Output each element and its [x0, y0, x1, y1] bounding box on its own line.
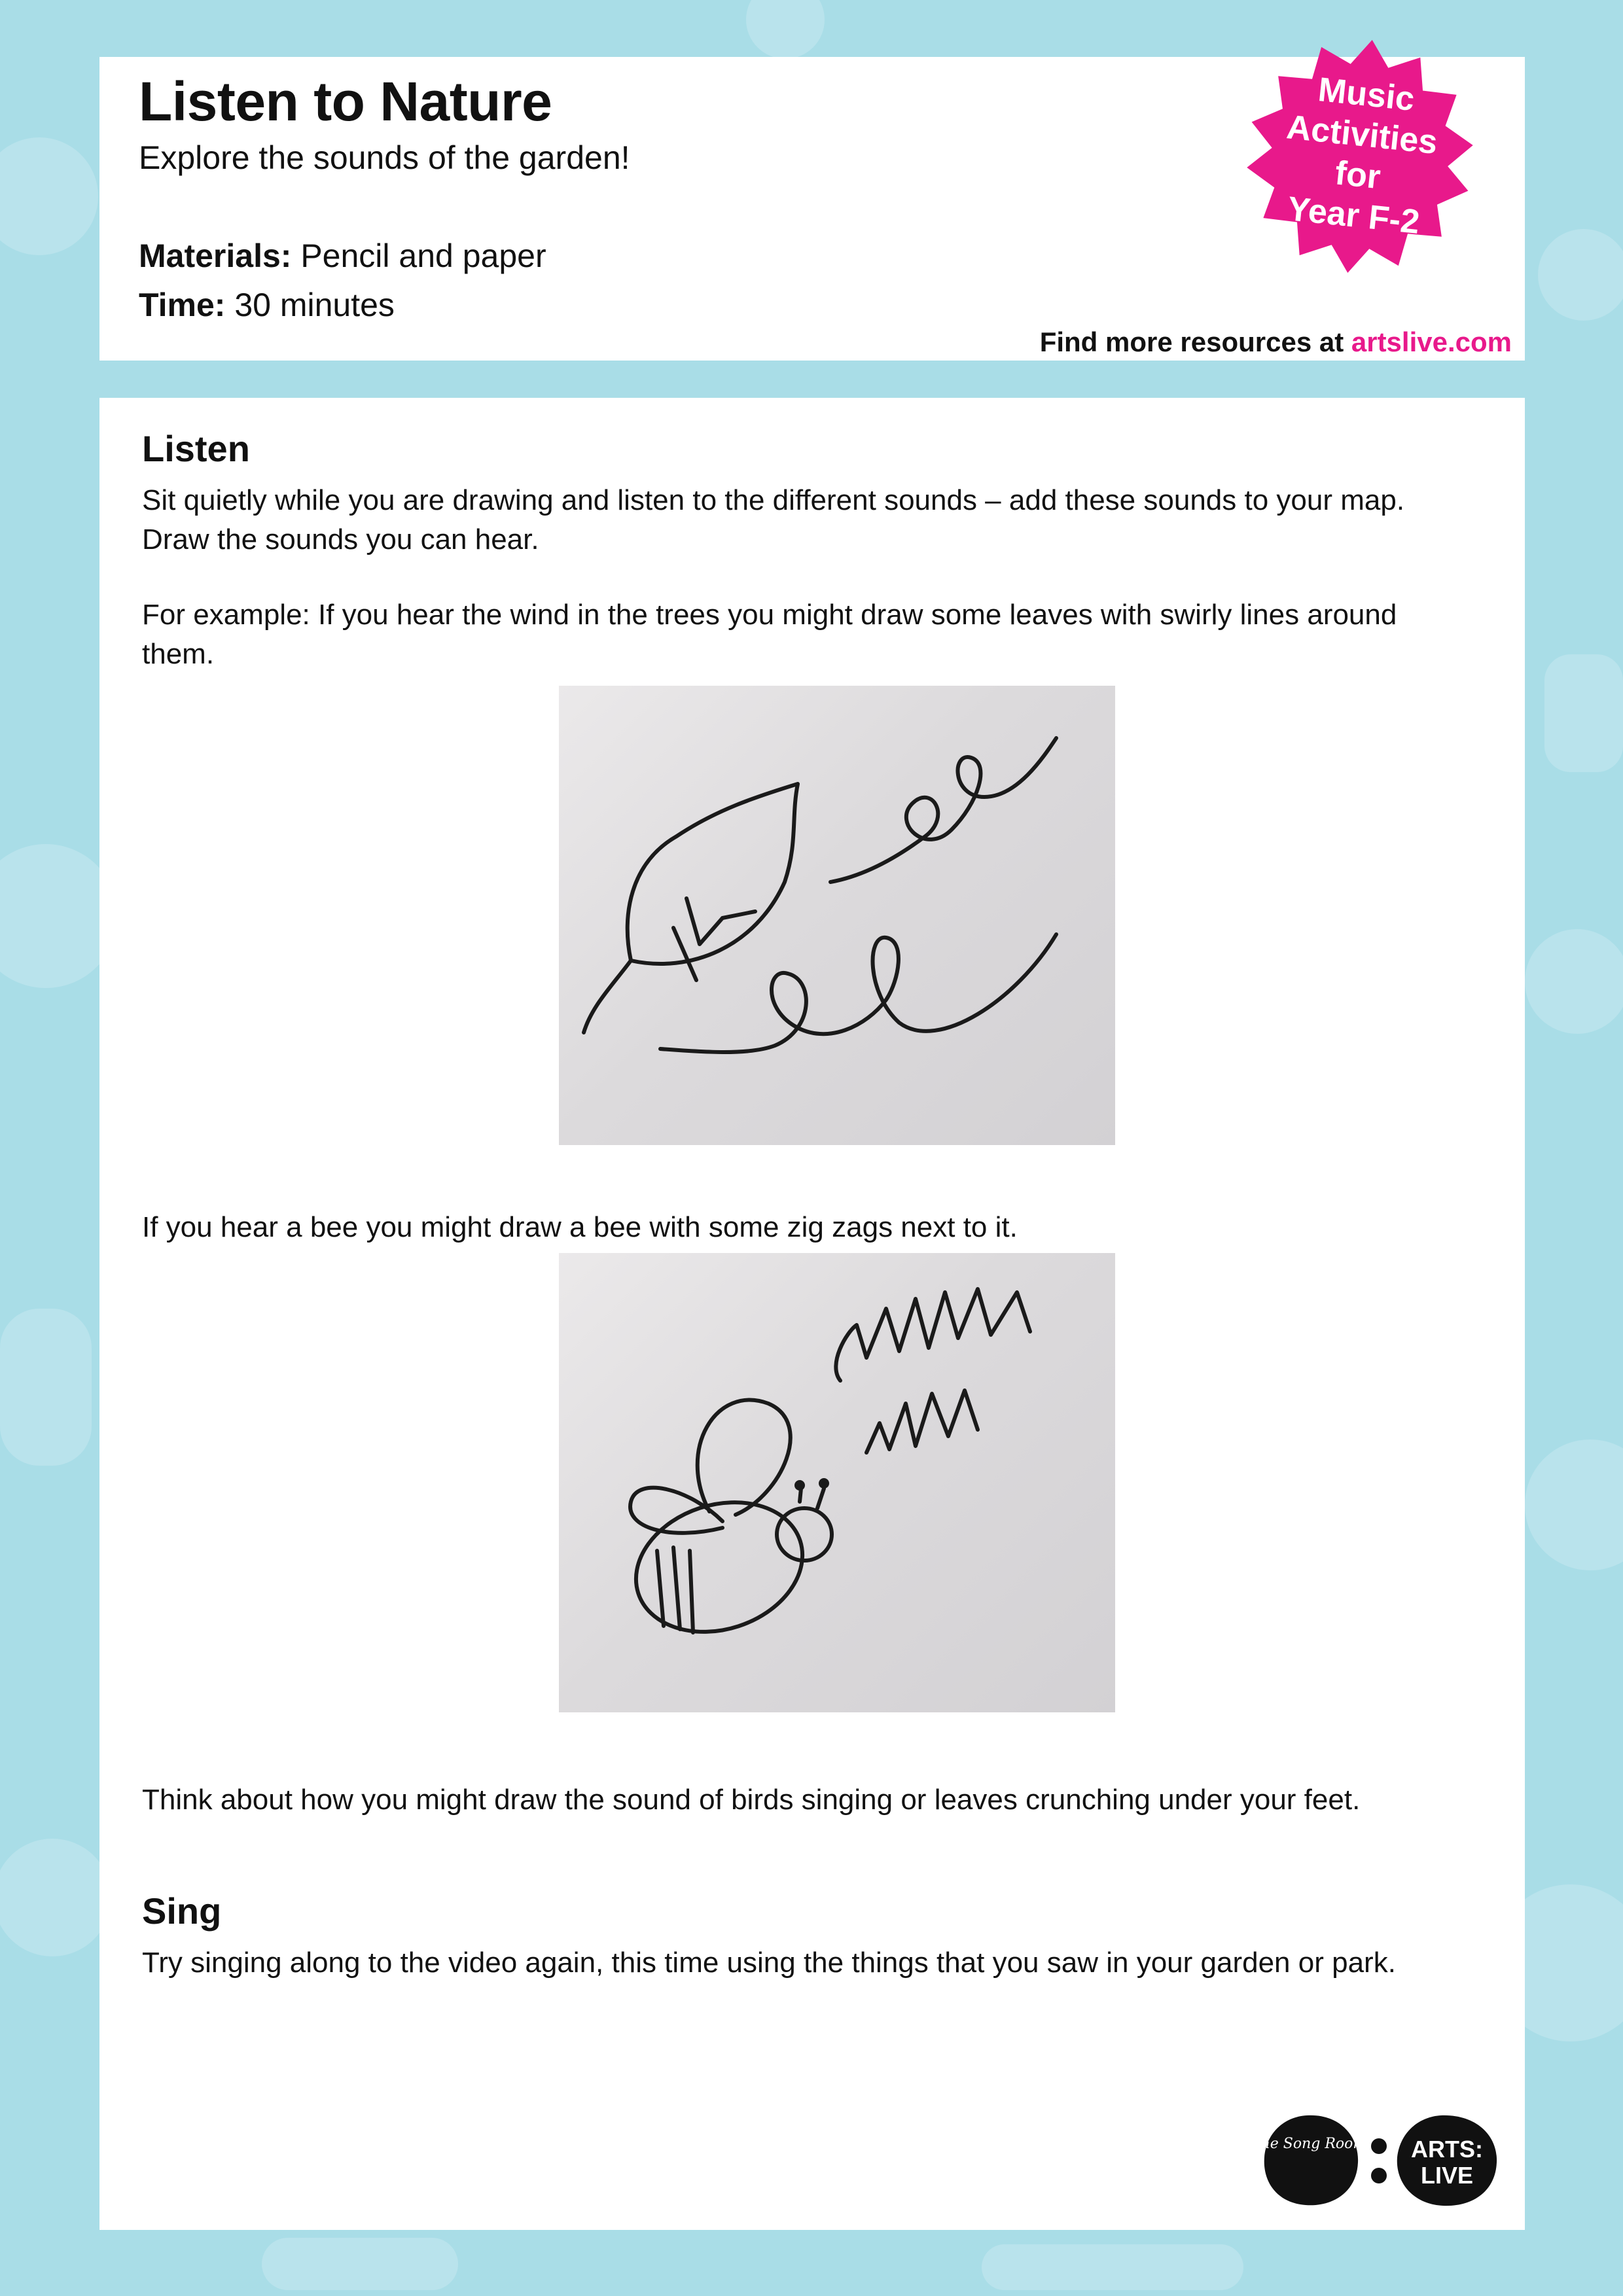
listen-p1-line1: Sit quietly while you are drawing and listen to the different sounds – add these sounds to your map.: [142, 484, 1405, 516]
bee-drawing-image: [559, 1253, 1115, 1712]
badge-line-1: Music: [1316, 70, 1417, 119]
materials-label: Materials:: [139, 238, 292, 274]
materials-line: [139, 237, 546, 275]
song-room-arts-live-logo: [1261, 2110, 1503, 2208]
main-card: [99, 398, 1525, 2230]
badge-line-3: for: [1333, 154, 1383, 197]
time-value: 30 minutes: [225, 287, 395, 323]
leaf-wind-drawing-image: [559, 686, 1115, 1145]
badge-line-2: Activities: [1285, 108, 1440, 162]
arts-live-line1: ARTS:: [1411, 2136, 1483, 2163]
song-room-logo-text: the Song Room: [1261, 2136, 1367, 2152]
resources-link[interactable]: artslive.com: [1351, 327, 1512, 357]
bee-instruction: If you hear a bee you might draw a bee with some zig zags next to it.: [142, 1211, 1018, 1243]
listen-p1-line2: Draw the sounds you can hear.: [142, 523, 539, 556]
listen-p2-line1: For example: If you hear the wind in the trees you might draw some leaves with swirly lines around: [142, 599, 1397, 631]
listen-paragraph-2: [142, 595, 1490, 674]
time-label: Time:: [139, 287, 226, 323]
materials-value: Pencil and paper: [291, 238, 546, 274]
arts-live-line2: LIVE: [1420, 2162, 1474, 2189]
year-level-badge: [1239, 34, 1481, 276]
resources-prefix: Find more resources at: [1039, 327, 1351, 357]
partner-logos: [1261, 2110, 1503, 2208]
page-subtitle: Explore the sounds of the garden!: [139, 139, 630, 176]
leaf-swirl-sketch: [559, 686, 1115, 1145]
bee-zigzag-sketch: [559, 1253, 1115, 1712]
badge-line-4: Year F-2: [1285, 190, 1421, 241]
listen-heading: Listen: [142, 428, 250, 469]
birds-leaves-prompt: Think about how you might draw the sound of birds singing or leaves crunching under your feet.: [142, 1784, 1361, 1816]
sing-paragraph: Try singing along to the video again, this time using the things that you saw in your garden or park.: [142, 1947, 1396, 1979]
page-title: Listen to Nature: [139, 71, 552, 132]
resources-line: [1040, 327, 1512, 358]
time-line: [139, 286, 395, 324]
listen-paragraph-1: [142, 481, 1490, 559]
badge-text: [1227, 22, 1493, 289]
listen-p2-line2: them.: [142, 638, 215, 670]
sing-heading: Sing: [142, 1890, 222, 1932]
